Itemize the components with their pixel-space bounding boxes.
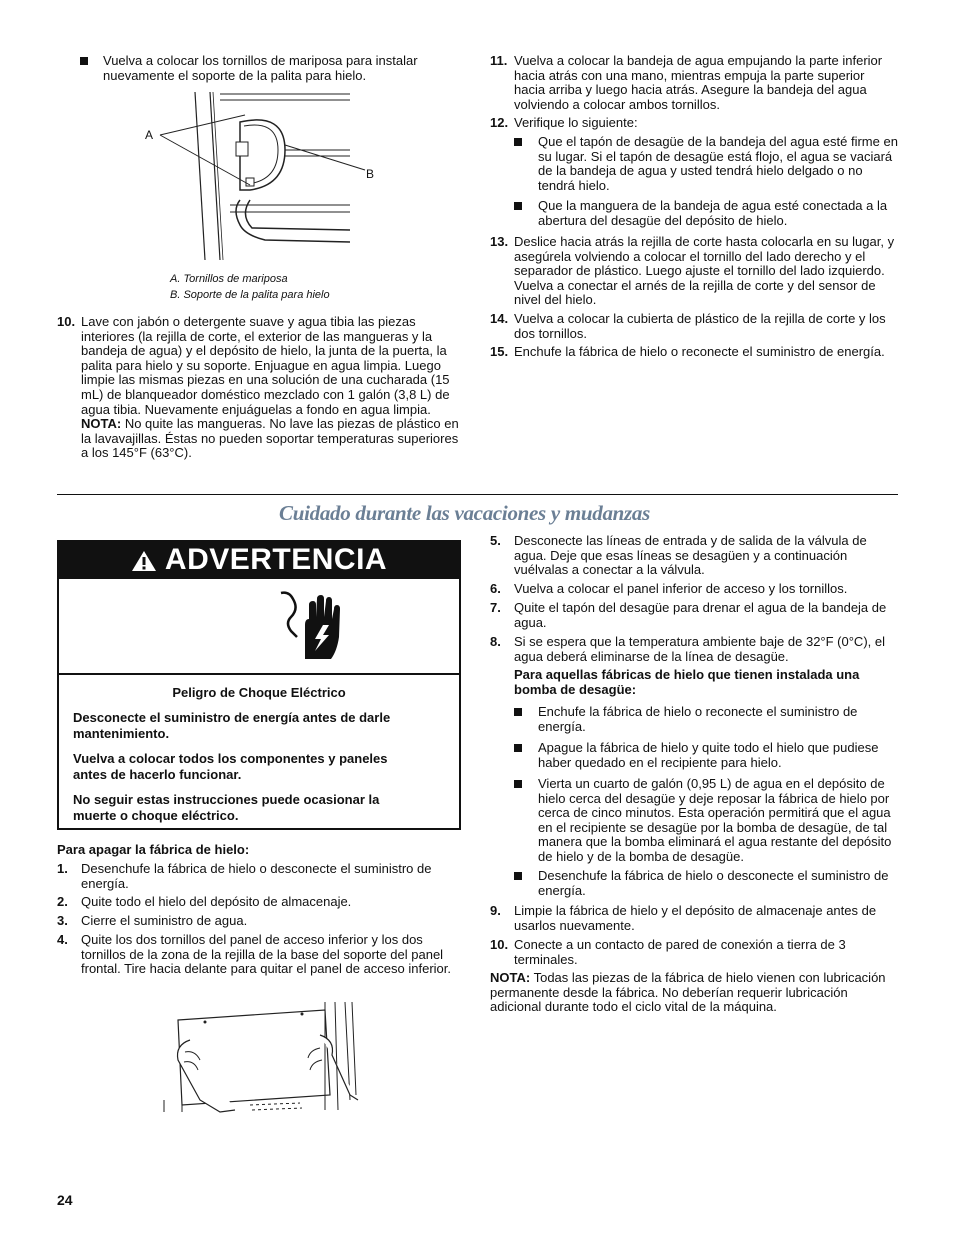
step-text: Desenchufe la fábrica de hielo o desconecte el suministro de energía. <box>81 861 432 891</box>
step-text: Verifique lo siguiente: <box>514 115 638 130</box>
thumbscrew-figure <box>140 90 380 270</box>
bullet-square <box>514 744 522 752</box>
step-number: 10. <box>490 937 509 952</box>
step-text: Lave con jabón o detergente suave y agua tibia las piezas interiores (la rejilla de corte, el exterior de las mangueras y la bandeja de agua) y el depósito de hielo, la junta de la puerta, la palita para hielo y su soporte. Enjuague en agua limpia. Luego limpie las mismas piezas en una solución de una cucharada (15 mL) de blanqueador doméstico mezclado con 1 galón (3,8 L) de agua tibia. Nuevamente enjuáguelas a fondo en agua limpia. <box>81 314 450 417</box>
bullet-text: Enchufe la fábrica de hielo o reconecte el suministro de energía. <box>538 704 858 734</box>
subheading: Para apagar la fábrica de hielo: <box>57 842 250 857</box>
step-text: Deslice hacia atrás la rejilla de corte hasta colocarla en su lugar, y asegúrela volviendo a colocar el tornillo del lado derecho y el separador de plástico. Luego ajuste el tornillo del lado izquierdo. Vuelva a conectar el arnés de la rejilla de corte y del sensor de nivel del hielo. <box>514 234 895 308</box>
note-label: NOTA: <box>81 416 122 432</box>
step-number: 5. <box>490 533 501 548</box>
bullet-text: Que el tapón de desagüe de la bandeja del agua esté firme en su lugar. Si el tapón de desagüe está flojo, el agua se vaciará de la bandeja de agua y usted tendrá hielo delgado o no tendrá hielo. <box>538 134 898 193</box>
warning-line-2: Vuelva a colocar todos los componentes y paneles antes de hacerlo funcionar. <box>73 751 388 782</box>
step-number: 11. <box>490 53 508 68</box>
step-number: 8. <box>490 634 501 649</box>
step-text: Enchufe la fábrica de hielo o reconecte el suministro de energía. <box>514 344 885 359</box>
bullet-item <box>514 705 900 734</box>
step-number: 15. <box>490 344 509 359</box>
bullet-text: Apague la fábrica de hielo y quite todo el hielo que pudiese haber quedado en el recipiente para hielo. <box>538 740 879 770</box>
pump-subheading: Para aquellas fábricas de hielo que tienen instalada una bomba de desagüe: <box>514 667 860 697</box>
step-number: 10. <box>57 314 76 329</box>
bullet-square <box>514 872 522 880</box>
section-title: Cuidado durante las vacaciones y mudanzas <box>279 501 650 525</box>
step-number: 6. <box>490 581 501 596</box>
bottom-note <box>490 971 894 1015</box>
note-text: Todas las piezas de la fábrica de hielo vienen con lubricación permanente desde la fábrica. No deberían requerir lubricación adicional durante todo el ciclo vital de la máquina. <box>490 970 886 1015</box>
bullet-text: Que la manguera de la bandeja de agua esté conectada a la abertura del desagüe del depósito de hielo. <box>538 198 888 228</box>
bullet-square <box>80 57 88 65</box>
bullet-item <box>514 869 900 898</box>
figure-label-a: A <box>145 128 154 142</box>
warning-line-3: No seguir estas instrucciones puede ocasionar la muerte o choque eléctrico. <box>73 792 380 823</box>
step-number: 7. <box>490 600 501 615</box>
step-text: Vuelva a colocar la cubierta de plástico de la rejilla de corte y los dos tornillos. <box>514 311 886 341</box>
step-text: Quite el tapón del desagüe para drenar el agua de la bandeja de agua. <box>514 600 887 630</box>
note-label: NOTA: <box>490 970 531 985</box>
step-number: 4. <box>57 932 68 947</box>
warning-hazard: Peligro de Choque Eléctrico <box>172 685 346 700</box>
step-number: 3. <box>57 913 68 928</box>
step-number: 2. <box>57 894 68 909</box>
step-number: 14. <box>490 311 509 326</box>
warning-header <box>59 542 459 579</box>
bullet-text: Vuelva a colocar los tornillos de mariposa para instalar nuevamente el soporte de la palita para hielo. <box>103 53 418 83</box>
step-text: Vuelva a colocar el panel inferior de acceso y los tornillos. <box>514 581 848 596</box>
access-panel-figure <box>160 1000 360 1125</box>
bullet-text: Desenchufe la fábrica de hielo o desconecte el suministro de energía. <box>538 868 889 898</box>
bullet-square <box>514 708 522 716</box>
step-text: Si se espera que la temperatura ambiente baje de 32°F (0°C), el agua deberá eliminarse de la línea de desagüe. <box>514 634 885 664</box>
electric-shock-hand-icon <box>269 587 349 667</box>
step-number: 13. <box>490 234 509 249</box>
caption-b: B. Soporte de la palita para hielo <box>170 289 330 301</box>
step-number: 1. <box>57 861 68 876</box>
step-text: Conecte a un contacto de pared de conexión a tierra de 3 terminales. <box>514 937 846 967</box>
bullet-item <box>514 199 900 228</box>
step-number: 9. <box>490 903 501 918</box>
bullet-item <box>514 741 900 770</box>
step-text: Quite los dos tornillos del panel de acceso inferior y los dos tornillos de la zona de la rejilla de la base del soporte del panel frontal. Tire hacia delante para quitar el panel de acceso inferior. <box>81 932 452 977</box>
step-text: Desconecte las líneas de entrada y de salida de la válvula de agua. Deje que esas líneas se desagüen y a continuación vuélvalas a conectar a la válvula. <box>514 533 867 578</box>
bullet-square <box>514 780 522 788</box>
warning-box <box>57 540 461 830</box>
bullet-item <box>514 135 900 193</box>
bullet-text: Vierta un cuarto de galón (0,95 L) de agua en el depósito de hielo cerca del desagüe y deje reposar la fábrica de hielo por cerca de cinco minutos. Esta operación permitirá que el agua en el recipiente se desagüe por la bomba de desagüe, de tal manera que la bomba eliminará el agua restante del depósito de hielo y de la bomba de desagüe. <box>538 776 892 864</box>
warning-title: ADVERTENCIA <box>164 543 388 577</box>
warning-symbol-area <box>59 579 459 675</box>
page-number: 24 <box>57 1192 73 1208</box>
bullet-square <box>514 202 522 210</box>
step-text: Quite todo el hielo del depósito de almacenaje. <box>81 894 352 909</box>
figure-label-b: B <box>366 167 375 181</box>
note-text: No quite las mangueras. No lave las piezas de plástico en la lavavajillas. Éstas no pueden soportar temperaturas superiores a los 145°F (63°C). <box>81 416 459 461</box>
warning-triangle-icon <box>131 549 157 573</box>
step-number: 12. <box>490 115 509 130</box>
caption-a: A. Tornillos de mariposa <box>170 273 288 285</box>
section-divider <box>57 494 898 495</box>
bullet-item <box>80 54 460 83</box>
bullet-square <box>514 138 522 146</box>
step-text: Cierre el suministro de agua. <box>81 913 248 928</box>
bullet-item <box>514 777 900 865</box>
step-text: Limpie la fábrica de hielo y el depósito de almacenaje antes de usarlos nuevamente. <box>514 903 877 933</box>
step-text: Vuelva a colocar la bandeja de agua empujando la parte inferior hacia atrás con una mano, mientras empuja la parte superior hacia arriba y luego hacia atrás. Asegure la bandeja del agua volviendo a colocar ambos tornillos. <box>514 53 883 112</box>
warning-line-1: Desconecte el suministro de energía antes de darle mantenimiento. <box>73 710 391 741</box>
